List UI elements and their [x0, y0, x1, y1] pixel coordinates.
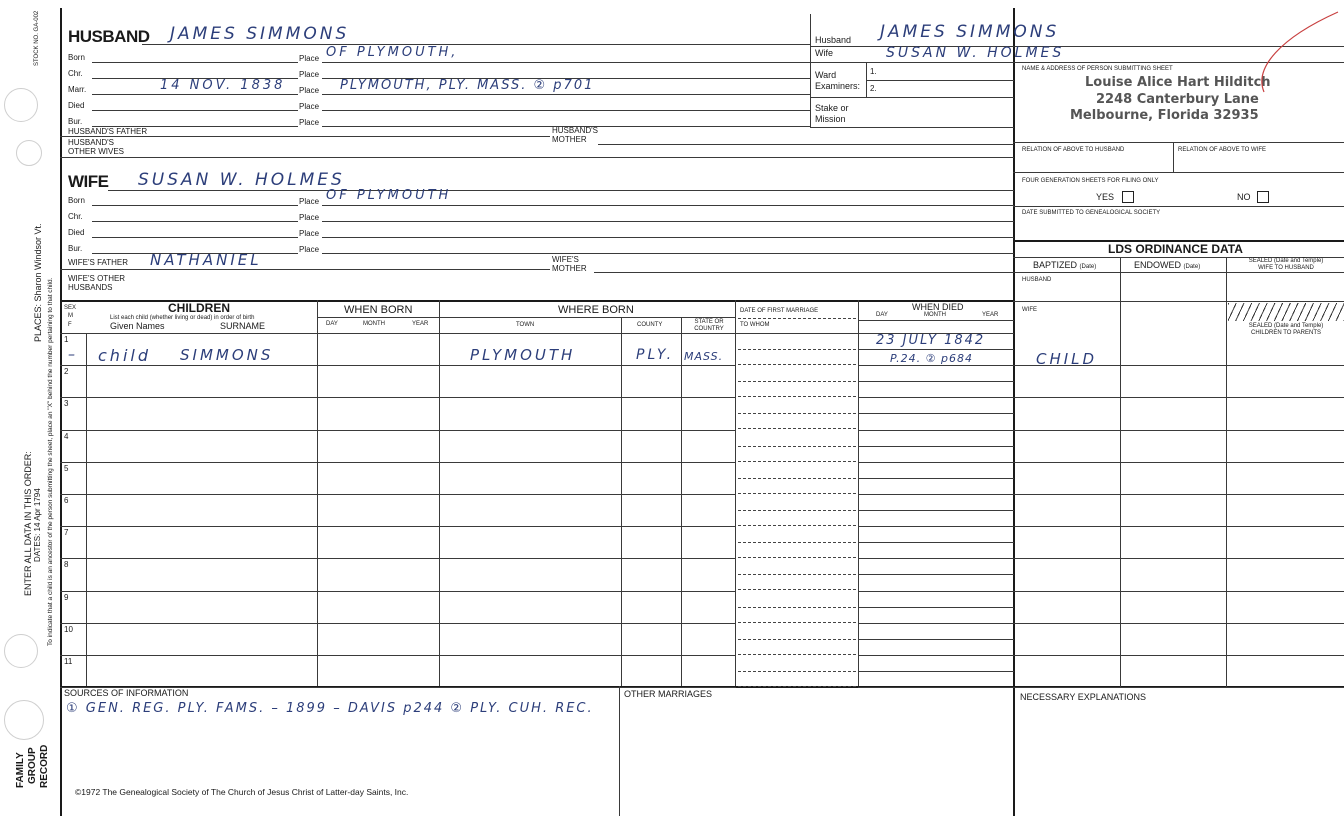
footer-divider	[619, 686, 620, 816]
died-row-line	[858, 430, 1014, 431]
lds-row-line	[1013, 526, 1344, 527]
relation-wife-label: RELATION OF ABOVE TO WIFE	[1178, 147, 1267, 153]
husband-born-place: OF PLYMOUTH,	[326, 45, 459, 60]
wife-mother-label	[552, 256, 587, 274]
lds-husband-label: HUSBAND	[1022, 277, 1052, 283]
husband-marr-date: 14 NOV. 1838	[160, 78, 286, 93]
wife-born-place-label: Place	[299, 197, 320, 206]
no-label: NO	[1237, 192, 1251, 202]
red-check-mark	[1250, 8, 1344, 98]
wife-died-date-line	[92, 237, 298, 238]
marriage-dash-line	[738, 525, 856, 526]
child-row-line	[60, 365, 736, 366]
endowed-date: (Date)	[1183, 264, 1201, 270]
child-1-died-source: P.24. ② p684	[890, 352, 973, 365]
date-submitted-label: DATE SUBMITTED TO GENEALOGICAL SOCIETY	[1022, 210, 1161, 216]
ward-label: Ward	[815, 70, 837, 80]
husband-chr-place-label: Place	[299, 70, 320, 79]
sealed-children-label	[1230, 323, 1342, 336]
child-row-number: 11	[64, 657, 73, 666]
child-row-line	[60, 591, 736, 592]
examiner-1: 1.	[870, 67, 877, 76]
died-row-line	[858, 607, 1014, 608]
died-row-line	[858, 462, 1014, 463]
four-gen-label: FOUR GENERATION SHEETS FOR FILING ONLY	[1022, 178, 1159, 184]
child-row-number: 5	[64, 463, 69, 473]
col-county	[681, 317, 682, 686]
husband-died-label: Died	[68, 101, 85, 110]
husband-born-place-line	[322, 62, 810, 63]
enter-order: ENTER ALL DATA IN THIS ORDER:	[23, 451, 33, 596]
stake-label-2: Mission	[815, 113, 846, 124]
state-label-1: STATE OR	[694, 319, 724, 325]
marriage-dash-line	[738, 574, 856, 575]
lds-row-line	[1013, 462, 1344, 463]
explanations-label: NECESSARY EXPLANATIONS	[1020, 692, 1147, 702]
marriage-dash-line	[738, 364, 856, 365]
child-row-line	[60, 558, 736, 559]
record-title-line-2: GROUP	[27, 747, 38, 784]
child-row-number: 9	[64, 592, 69, 602]
relation-divider	[1173, 142, 1174, 172]
sex-label-f: F	[68, 321, 72, 328]
wife-died-place-line	[322, 237, 1014, 238]
husband-wife-separator	[60, 157, 1014, 158]
died-day-label: DAY	[876, 312, 888, 318]
examiner-mid-line	[866, 80, 1014, 81]
lds-row-line	[1013, 558, 1344, 559]
child-row-number: 2	[64, 367, 69, 377]
yes-checkbox[interactable]	[1122, 191, 1134, 203]
husband-mother-label	[552, 127, 598, 145]
husband-other-wives-2: OTHER WIVES	[68, 146, 125, 156]
born-year-label: YEAR	[412, 321, 429, 327]
husband-born-label: Born	[68, 53, 85, 62]
died-row-line	[858, 413, 1014, 414]
wife-chr-date-line	[92, 221, 298, 222]
when-born-under	[317, 317, 439, 318]
child-row-number: 1	[64, 335, 69, 344]
examiners-label: Examiners:	[815, 81, 861, 91]
husband-died-place-line	[322, 110, 810, 111]
died-row-line	[858, 671, 1014, 672]
wife-chr-label: Chr.	[68, 212, 83, 221]
examiners-bottom-line	[810, 97, 1014, 98]
family-group-record-title	[16, 752, 26, 788]
wife-other-husbands-2: HUSBANDS	[68, 283, 113, 293]
husband-father-label: HUSBAND'S FATHER	[68, 127, 148, 136]
husband-name-line	[142, 44, 810, 45]
wife-bur-place-line	[322, 253, 1014, 254]
town-label: TOWN	[516, 322, 535, 328]
given-names-label: Given Names	[110, 321, 165, 331]
died-row-line	[858, 639, 1014, 640]
marriage-dash-line	[738, 381, 856, 382]
marriage-dash-line	[738, 607, 856, 608]
where-born-under	[439, 317, 735, 318]
marriage-dash-line	[738, 413, 856, 414]
binder-hole-2	[16, 140, 42, 166]
wife-chr-place-label: Place	[299, 213, 320, 222]
husband-bur-label: Bur.	[68, 117, 83, 126]
died-row-line	[858, 623, 1014, 624]
lds-row-line	[1013, 430, 1344, 431]
stock-number: STOCK NO. GA-002	[34, 10, 40, 66]
col-names	[317, 300, 318, 686]
died-year-label: YEAR	[982, 312, 999, 318]
no-checkbox[interactable]	[1257, 191, 1269, 203]
marriage-dash-line	[738, 396, 856, 397]
ancestor-indicator-instructions: To indicate that a child is an ancestor of the person submitting the sheet, place an "X" behind the number pertaining to that child.	[47, 277, 54, 646]
wife-other-husbands-1: WIFE'S OTHER	[68, 274, 126, 283]
col-town	[621, 317, 622, 686]
wife-died-place-label: Place	[299, 229, 320, 238]
when-born-label: WHEN BORN	[344, 304, 413, 316]
record-title-line-1: FAMILY	[15, 752, 26, 788]
submitter-line-3: Melbourne, Florida 32935	[1070, 108, 1259, 123]
submitter-label: NAME & ADDRESS OF PERSON SUBMITTING SHEET	[1022, 66, 1173, 72]
surname-label: SURNAME	[220, 321, 266, 331]
child-1-given-name: child	[98, 346, 151, 365]
born-month-label: MONTH	[363, 321, 385, 327]
died-row-line	[858, 349, 1014, 350]
sex-label	[64, 304, 76, 329]
children-note: List each child (whether living or dead) in order of birth	[110, 315, 255, 321]
husband-marr-label: Marr.	[68, 85, 87, 94]
child-row-line	[60, 430, 736, 431]
child-1-surname: SIMMONS	[180, 346, 274, 364]
died-row-line	[858, 510, 1014, 511]
marriage-dash-line	[738, 428, 856, 429]
husband-marr-place-label: Place	[299, 86, 320, 95]
lds-wife-label: WIFE	[1022, 307, 1037, 313]
husband-mother-line	[598, 144, 1014, 145]
sealed-children-2: CHILDREN TO PARENTS	[1250, 329, 1321, 336]
baptized-label	[1033, 261, 1096, 270]
lds-title: LDS ORDINANCE DATA	[1108, 242, 1243, 256]
lds-row-line	[1013, 655, 1344, 656]
wife-mother-label-2: MOTHER	[552, 263, 587, 273]
husband-marr-date-line	[92, 94, 298, 95]
died-row-line	[858, 397, 1014, 398]
died-row-line	[858, 655, 1014, 656]
state-label-2: COUNTRY	[694, 325, 724, 332]
marriage-dash-line	[738, 589, 856, 590]
lds-husband-bottom	[1013, 301, 1344, 302]
died-row-line	[858, 446, 1014, 447]
marriage-dash-line	[738, 622, 856, 623]
header-wife-label: Wife	[815, 48, 833, 58]
first-marriage-label: DATE OF FIRST MARRIAGE	[740, 308, 819, 314]
county-label: COUNTY	[637, 322, 663, 328]
husband-died-place-label: Place	[299, 102, 320, 111]
wife-born-date-line	[92, 205, 298, 206]
wife-heading: WIFE	[68, 172, 109, 191]
died-row-line	[858, 558, 1014, 559]
sealed-wife-1: SEALED (Date and Temple)	[1248, 258, 1324, 264]
marriage-dash-line	[738, 542, 856, 543]
record-title-line-3: RECORD	[39, 744, 50, 788]
places-instructions: PLACES: Sharon Windsor Vt.	[33, 223, 43, 342]
husband-mother-label-2: MOTHER	[552, 134, 587, 144]
sealed-hatch	[1228, 303, 1344, 321]
first-marriage-dash	[738, 318, 856, 319]
husband-bur-place-label: Place	[299, 118, 320, 127]
sealed-wife-label	[1230, 258, 1342, 271]
child-row-line	[60, 494, 736, 495]
header-husband-label: Husband	[815, 35, 852, 45]
wife-father-name: NATHANIEL	[150, 251, 262, 269]
child-row-line	[60, 526, 736, 527]
sex-label-m: M	[68, 313, 73, 320]
endowed-label	[1134, 261, 1200, 270]
child-row-line	[60, 623, 736, 624]
died-row-line	[858, 687, 1014, 688]
wife-name: SUSAN W. HOLMES	[138, 170, 345, 190]
left-border	[60, 8, 62, 816]
child-1-state: MASS.	[684, 350, 724, 363]
endowed-text: ENDOWED	[1134, 260, 1181, 270]
sources-label: SOURCES OF INFORMATION	[64, 688, 189, 698]
marriage-dash-line	[738, 446, 856, 447]
lds-child-1: CHILD	[1036, 350, 1098, 368]
baptized-date: (Date)	[1079, 264, 1097, 270]
relation-bottom-line	[1013, 172, 1344, 173]
col-when-born	[439, 300, 440, 686]
wife-other-husbands-label	[68, 274, 125, 292]
wife-bur-label: Bur.	[68, 244, 83, 253]
wife-bur-place-label: Place	[299, 245, 320, 254]
husband-heading: HUSBAND	[68, 27, 150, 46]
child-1-died: 23 JULY 1842	[876, 333, 986, 348]
submitter-line-2: 2248 Canterbury Lane	[1096, 92, 1259, 107]
marriage-dash-line	[738, 557, 856, 558]
husband-marr-place: PLYMOUTH, PLY. MASS. ② p701	[340, 78, 595, 93]
right-section-divider	[1013, 8, 1015, 816]
baptized-text: BAPTIZED	[1033, 260, 1078, 270]
yes-label: YES	[1096, 192, 1115, 202]
husband-father-line	[60, 136, 550, 137]
wife-chr-place-line	[322, 221, 1014, 222]
died-row-line	[858, 574, 1014, 575]
died-row-line	[858, 381, 1014, 382]
four-gen-bottom-line	[1013, 206, 1344, 207]
died-row-line	[858, 494, 1014, 495]
child-1-sex: –	[68, 347, 78, 363]
col-died	[858, 300, 859, 686]
child-row-number: 10	[64, 624, 73, 634]
dates-instructions: DATES: 14 Apr 1794	[33, 488, 42, 562]
child-row-number: 3	[64, 399, 69, 409]
header-mid-divider	[810, 14, 811, 127]
copyright: ©1972 The Genealogical Society of The Church of Jesus Christ of Latter-day Saints, Inc.	[75, 787, 409, 797]
header-wife-name: SUSAN W. HOLMES	[886, 45, 1065, 61]
husband-mother-label-1: HUSBAND'S	[552, 126, 598, 135]
child-row-number: 7	[64, 528, 69, 538]
husband-name: JAMES SIMMONS	[170, 24, 350, 44]
when-died-label: WHEN DIED	[912, 302, 964, 312]
wife-name-line	[108, 190, 1014, 191]
state-label	[684, 319, 734, 332]
died-month-label: MONTH	[924, 312, 946, 318]
child-row-line	[60, 397, 736, 398]
child-row-number: 8	[64, 560, 69, 570]
died-row-line	[858, 542, 1014, 543]
header-husband-name: JAMES SIMMONS	[880, 22, 1060, 42]
marriage-dash-line	[738, 639, 856, 640]
wife-born-place-line	[322, 205, 1014, 206]
sex-label-1: SEX	[64, 305, 77, 311]
lds-row-line	[1013, 623, 1344, 624]
lds-row-line	[1013, 591, 1344, 592]
wife-father-line	[60, 269, 550, 270]
wife-father-label: WIFE'S FATHER	[68, 258, 129, 267]
other-marriages-label: OTHER MARRIAGES	[624, 689, 713, 699]
husband-died-date-line	[92, 110, 298, 111]
child-row-line	[60, 462, 736, 463]
children-title: CHILDREN	[168, 301, 230, 315]
child-row-line	[60, 655, 736, 656]
stake-mission-label	[815, 103, 849, 125]
child-row-number: 4	[64, 431, 69, 441]
wife-mother-line	[594, 272, 1014, 273]
husband-marr-place-line	[322, 94, 810, 95]
col-state	[735, 300, 736, 686]
lds-subheader-line	[1013, 272, 1344, 273]
when-died-under	[858, 320, 1014, 321]
relation-husband-label: RELATION OF ABOVE TO HUSBAND	[1022, 147, 1125, 153]
to-whom-label: TO WHOM	[740, 322, 770, 328]
header-bottom-line	[810, 127, 1014, 128]
lds-row-line	[1013, 365, 1344, 366]
child-1-town: PLYMOUTH	[470, 346, 576, 364]
wife-born-place: OF PLYMOUTH	[326, 188, 452, 203]
marriage-dash-line	[738, 510, 856, 511]
child-row-number: 6	[64, 496, 69, 505]
family-group-record-title-3	[40, 745, 50, 788]
born-day-label: DAY	[326, 321, 338, 327]
marriage-dash-line	[738, 349, 856, 350]
lds-row-line	[1013, 494, 1344, 495]
husband-other-wives-label	[68, 139, 124, 157]
wife-born-label: Born	[68, 196, 85, 205]
where-born-label: WHERE BORN	[558, 304, 634, 316]
wife-died-label: Died	[68, 228, 85, 237]
marriage-dash-line	[738, 461, 856, 462]
husband-other-wives-1: HUSBAND'S	[68, 138, 114, 147]
sources-text: ① GEN. REG. PLY. FAMS. – 1899 – DAVIS p244 ② PLY. CUH. REC.	[66, 701, 594, 716]
marriage-dash-line	[738, 493, 856, 494]
family-group-record-title-2	[28, 747, 38, 784]
binder-hole-3	[4, 634, 38, 668]
col-sex-num	[86, 333, 87, 686]
died-row-line	[858, 591, 1014, 592]
husband-born-date-line	[92, 62, 298, 63]
stake-label-1: Stake or	[815, 103, 849, 113]
binder-hole-4	[4, 700, 44, 740]
lds-row-line	[1013, 687, 1344, 688]
died-row-line	[858, 526, 1014, 527]
submitter-bottom-line	[1013, 142, 1344, 143]
submitter-line-1: Louise Alice Hart Hilditch	[1085, 75, 1271, 90]
died-row-line	[858, 365, 1014, 366]
wife-mother-label-1: WIFE'S	[552, 255, 579, 264]
marriage-dash-line	[738, 671, 856, 672]
husband-chr-label: Chr.	[68, 69, 83, 78]
binder-hole-1	[4, 88, 38, 122]
child-1-county: PLY.	[636, 347, 675, 363]
children-header-bottom	[60, 333, 1014, 334]
marriage-dash-line	[738, 686, 856, 687]
examiner-2: 2.	[870, 84, 877, 93]
marriage-dash-line	[738, 654, 856, 655]
husband-born-place-label: Place	[299, 54, 320, 63]
died-row-line	[858, 478, 1014, 479]
lds-row-line	[1013, 397, 1344, 398]
sealed-wife-2: WIFE TO HUSBAND	[1258, 264, 1314, 271]
marriage-dash-line	[738, 478, 856, 479]
sealed-children-1: SEALED (Date and Temple)	[1248, 323, 1324, 329]
